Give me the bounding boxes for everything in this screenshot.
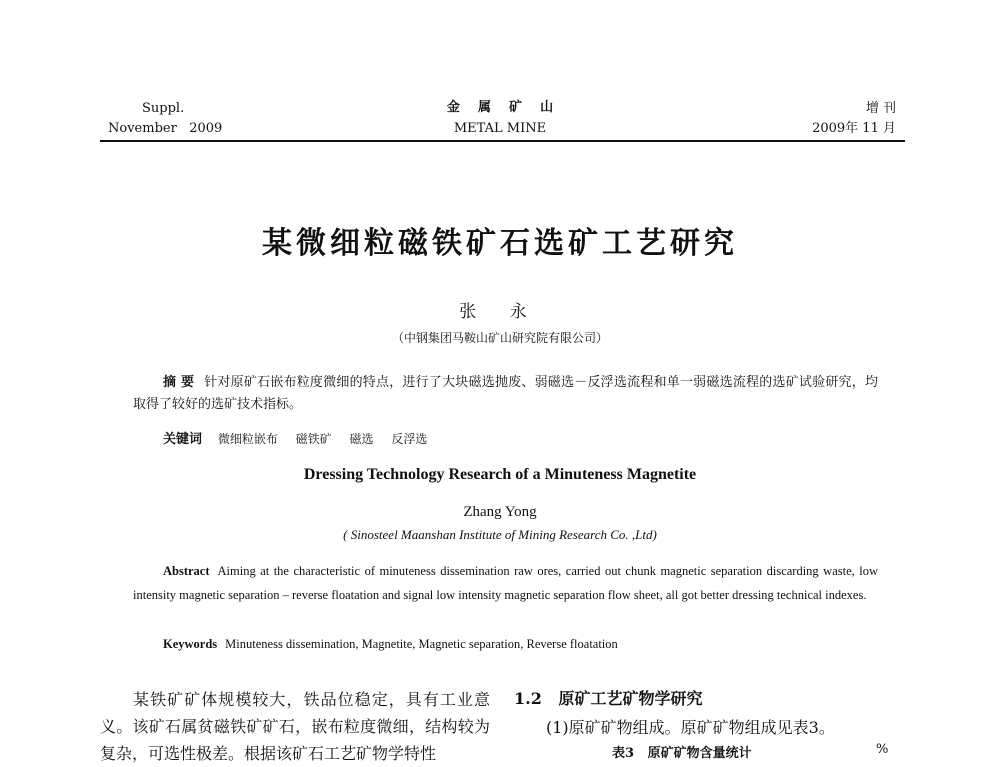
body-right-column <box>514 714 904 741</box>
abstract-en-label: Abstract <box>163 564 210 578</box>
keyword-cn-item: 微细粒嵌布 <box>217 432 278 446</box>
section-heading: 1.2 原矿工艺矿物学研究 <box>514 689 703 708</box>
author-name: 张 永 <box>459 302 541 322</box>
abstract-cn-label: 摘 要 <box>163 375 195 390</box>
english-author: Zhang Yong <box>463 504 537 520</box>
table-caption: 表3 原矿矿物含量统计 <box>612 746 752 761</box>
affiliation: （中钢集团马鞍山矿山研究院有限公司） <box>391 331 608 345</box>
abstract-en-text: Aiming at the characteristic of minuteness dissemination raw ores, carried out chunk magnetic separation discarding waste, low intensity magnetic separation – reverse floatation and signal low intensity magnetic separation flow sheet, all got better dressing technical indexes. <box>133 564 878 602</box>
keywords-en-text: Minuteness dissemination, Magnetite, Magnetic separation, Reverse floatation <box>225 637 618 651</box>
header-date-en: November 2009 <box>108 121 223 136</box>
english-title: Dressing Technology Research of a Minuteness Magnetite <box>303 466 697 483</box>
keywords-cn-label: 关键词 <box>163 432 203 447</box>
body-left-text: 某铁矿矿体规模较大，铁品位稳定，具有工业意义。该矿石属贫磁铁矿矿石，嵌布粒度微细，结构较为复杂，可选性极差。根据该矿石工艺矿物学特性 <box>100 690 490 763</box>
english-affiliation: ( Sinosteel Maanshan Institute of Mining Research Co. ,Ltd) <box>343 527 657 542</box>
journal-name-en: METAL MINE <box>453 121 547 136</box>
abstract-cn <box>133 372 878 416</box>
keywords-en <box>163 637 618 652</box>
header-suppl: Suppl. <box>142 101 185 116</box>
keywords-en-label: Keywords <box>163 637 218 651</box>
journal-name-cn: 金 属 矿 山 <box>446 100 554 115</box>
header-supplement-cn: 增 刊 <box>865 101 896 116</box>
body-left-column <box>100 686 490 767</box>
keyword-cn-item: 反浮选 <box>391 432 428 446</box>
keyword-cn-item: 磁铁矿 <box>295 432 332 446</box>
header-date-cn: 2009年 11 月 <box>812 121 896 136</box>
body-right-text: (1)原矿矿物组成。原矿矿物组成见表3。 <box>546 718 835 737</box>
keywords-cn <box>163 428 441 447</box>
keyword-cn-item: 磁选 <box>349 432 374 446</box>
abstract-en <box>133 560 878 607</box>
abstract-cn-text: 针对原矿石嵌布粒度微细的特点，进行了大块磁选抛废、弱磁选－反浮选流程和单一弱磁选流程的选矿试验研究，均取得了较好的选矿技术指标。 <box>133 375 878 412</box>
table-unit: % <box>876 742 889 757</box>
paper-title: 某微细粒磁铁矿石选矿工艺研究 <box>262 226 738 261</box>
header-rule <box>100 140 905 142</box>
